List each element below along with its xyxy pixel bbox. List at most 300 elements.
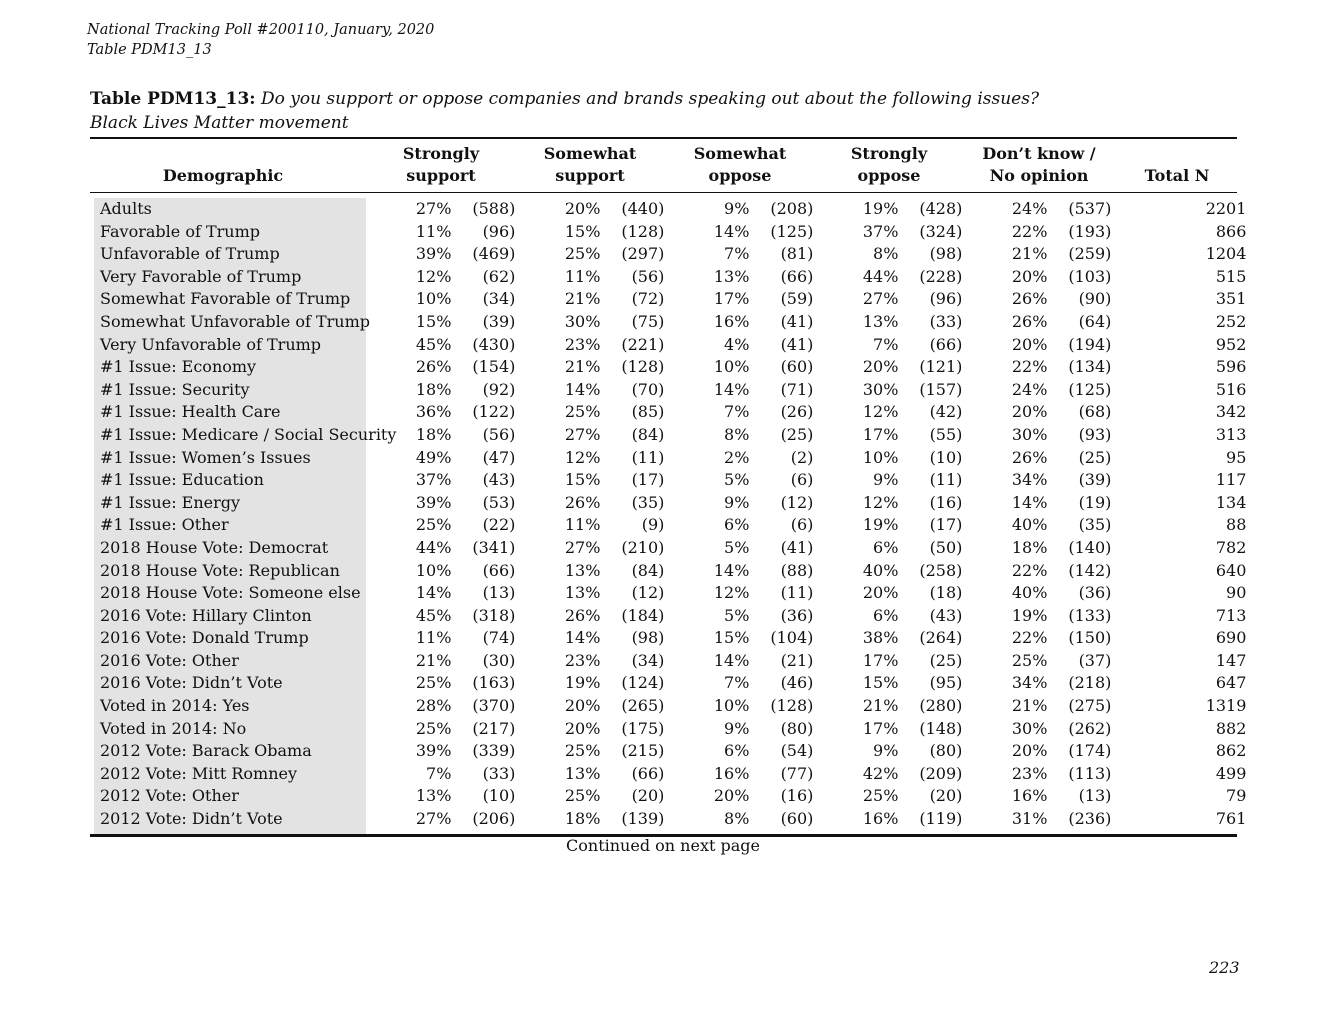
cell-somewhat-support-pct: 20%	[564, 199, 601, 218]
cell-strongly-oppose-n: (258)	[919, 560, 963, 580]
cell-somewhat-oppose-n: (66)	[780, 266, 814, 286]
cell-dont-know-n: (103)	[1068, 266, 1112, 286]
cell-strongly-oppose-pct: 10%	[862, 447, 899, 467]
cell-somewhat-support-pct: 21%	[564, 289, 601, 309]
cell-strongly-support-pct: 25%	[415, 718, 452, 738]
cell-somewhat-oppose-n: (125)	[770, 221, 814, 241]
cell-strongly-oppose-n: (228)	[919, 266, 963, 286]
cell-strongly-support-pct: 27%	[415, 199, 452, 218]
cell-somewhat-support-pct: 25%	[564, 786, 601, 806]
cell-strongly-oppose-n: (148)	[919, 718, 963, 738]
cell-strongly-support-n: (22)	[482, 515, 516, 535]
cell-somewhat-support-n: (11)	[631, 447, 665, 467]
table-row	[90, 311, 1246, 334]
table-row	[90, 627, 1246, 650]
cell-strongly-support-n: (206)	[472, 809, 516, 829]
cell-demographic: #1 Issue: Health Care	[100, 402, 281, 422]
table-row	[90, 582, 1246, 605]
cell-dont-know-pct: 26%	[1011, 289, 1048, 309]
continued-note: Continued on next page	[566, 836, 760, 855]
cell-dont-know-pct: 22%	[1011, 628, 1048, 648]
cell-somewhat-oppose-n: (6)	[790, 470, 814, 490]
cell-dont-know-pct: 20%	[1011, 334, 1048, 354]
cell-dont-know-pct: 40%	[1011, 515, 1048, 535]
cell-dont-know-n: (125)	[1068, 379, 1112, 399]
col-header-strongly-support	[381, 143, 501, 187]
cell-total-n: 2201	[1205, 199, 1247, 218]
cell-dont-know-n: (90)	[1078, 289, 1112, 309]
page-number: 223	[1209, 958, 1240, 977]
table-title	[90, 89, 1039, 109]
col-header-strongly-oppose	[829, 143, 949, 187]
cell-strongly-oppose-pct: 44%	[862, 266, 899, 286]
cell-demographic: 2016 Vote: Other	[100, 650, 239, 670]
cell-somewhat-oppose-n: (60)	[780, 357, 814, 377]
cell-demographic: Voted in 2014: Yes	[100, 696, 250, 716]
cell-somewhat-oppose-pct: 13%	[713, 266, 750, 286]
cell-somewhat-oppose-pct: 14%	[713, 379, 750, 399]
cell-strongly-oppose-pct: 37%	[862, 221, 899, 241]
cell-dont-know-n: (113)	[1068, 763, 1112, 783]
col-header-dont-know-line1: Don’t know /	[982, 144, 1096, 163]
cell-somewhat-oppose-pct: 5%	[724, 470, 750, 490]
cell-strongly-oppose-pct: 7%	[873, 334, 899, 354]
col-header-somewhat-support-line2: support	[555, 166, 625, 185]
cell-strongly-support-pct: 27%	[415, 809, 452, 829]
cell-demographic: #1 Issue: Security	[100, 379, 250, 399]
cell-somewhat-support-pct: 27%	[564, 424, 601, 444]
cell-total-n: 1319	[1205, 696, 1247, 716]
cell-dont-know-pct: 23%	[1011, 763, 1048, 783]
cell-strongly-oppose-n: (17)	[929, 515, 963, 535]
cell-strongly-oppose-pct: 6%	[873, 605, 899, 625]
cell-total-n: 90	[1226, 583, 1247, 603]
cell-dont-know-pct: 20%	[1011, 266, 1048, 286]
cell-strongly-oppose-n: (264)	[919, 628, 963, 648]
cell-dont-know-pct: 26%	[1011, 447, 1048, 467]
cell-strongly-oppose-n: (98)	[929, 244, 963, 264]
cell-total-n: 88	[1226, 515, 1247, 535]
cell-strongly-support-pct: 7%	[426, 763, 452, 783]
table-row	[90, 334, 1246, 357]
cell-strongly-oppose-pct: 20%	[862, 583, 899, 603]
cell-strongly-oppose-pct: 12%	[862, 402, 899, 422]
cell-strongly-support-pct: 39%	[415, 492, 452, 512]
cell-somewhat-support-pct: 14%	[564, 379, 601, 399]
col-header-demographic: Demographic	[162, 166, 284, 185]
cell-somewhat-oppose-pct: 14%	[713, 221, 750, 241]
cell-strongly-support-pct: 11%	[415, 221, 452, 241]
cell-somewhat-support-n: (215)	[621, 741, 665, 761]
cell-strongly-oppose-pct: 19%	[862, 199, 899, 218]
table-question: Do you support or oppose companies and brands speaking out about the following issues?	[260, 89, 1040, 109]
col-header-total-n: Total N	[1144, 166, 1210, 185]
cell-dont-know-n: (218)	[1068, 673, 1112, 693]
cell-strongly-oppose-pct: 25%	[862, 786, 899, 806]
cell-somewhat-oppose-pct: 10%	[713, 696, 750, 716]
cell-somewhat-oppose-n: (59)	[780, 289, 814, 309]
cell-somewhat-oppose-n: (6)	[790, 515, 814, 535]
cell-demographic: #1 Issue: Energy	[100, 492, 241, 512]
cell-dont-know-n: (133)	[1068, 605, 1112, 625]
cell-somewhat-support-pct: 20%	[564, 696, 601, 716]
cell-demographic: #1 Issue: Education	[100, 470, 264, 490]
cell-demographic: Voted in 2014: No	[100, 718, 247, 738]
cell-strongly-oppose-n: (96)	[929, 289, 963, 309]
cell-somewhat-oppose-pct: 6%	[724, 741, 750, 761]
table-row	[90, 288, 1246, 311]
cell-strongly-oppose-n: (10)	[929, 447, 963, 467]
cell-strongly-oppose-pct: 20%	[862, 357, 899, 377]
cell-somewhat-support-n: (85)	[631, 402, 665, 422]
table-row	[90, 198, 1246, 221]
col-header-strongly-oppose-line1: Strongly	[850, 144, 928, 163]
cell-total-n: 882	[1215, 718, 1247, 738]
cell-strongly-support-pct: 21%	[415, 650, 452, 670]
col-header-dont-know-line2: No opinion	[989, 166, 1089, 185]
cell-dont-know-n: (150)	[1068, 628, 1112, 648]
col-header-somewhat-oppose-line2: oppose	[708, 166, 772, 185]
cell-strongly-support-n: (39)	[482, 311, 516, 331]
cell-strongly-support-n: (33)	[482, 763, 516, 783]
cell-total-n: 782	[1215, 537, 1247, 557]
cell-somewhat-oppose-n: (2)	[790, 447, 814, 467]
cell-dont-know-pct: 31%	[1011, 809, 1048, 829]
crosstab-table	[90, 198, 1246, 831]
cell-somewhat-oppose-n: (21)	[780, 650, 814, 670]
cell-somewhat-oppose-n: (25)	[780, 424, 814, 444]
cell-strongly-support-pct: 10%	[415, 560, 452, 580]
cell-total-n: 313	[1215, 424, 1247, 444]
cell-strongly-oppose-pct: 17%	[862, 424, 899, 444]
cell-demographic: Very Unfavorable of Trump	[100, 334, 322, 354]
cell-strongly-oppose-n: (42)	[929, 402, 963, 422]
cell-somewhat-oppose-n: (81)	[780, 244, 814, 264]
cell-strongly-support-pct: 28%	[415, 696, 452, 716]
col-header-strongly-support-line2: support	[406, 166, 476, 185]
cell-somewhat-oppose-n: (36)	[780, 605, 814, 625]
cell-strongly-oppose-pct: 40%	[862, 560, 899, 580]
cell-strongly-support-n: (62)	[482, 266, 516, 286]
cell-somewhat-oppose-pct: 2%	[724, 447, 750, 467]
cell-dont-know-pct: 22%	[1011, 357, 1048, 377]
table-title-label: Table PDM13_13:	[90, 89, 256, 109]
cell-strongly-support-n: (122)	[472, 402, 516, 422]
cell-strongly-oppose-pct: 38%	[862, 628, 899, 648]
cell-strongly-oppose-pct: 27%	[862, 289, 899, 309]
cell-demographic: 2012 Vote: Mitt Romney	[100, 763, 298, 783]
table-subtitle: Black Lives Matter movement	[90, 113, 349, 133]
table-id-header: Table PDM13_13	[87, 42, 212, 58]
cell-dont-know-n: (236)	[1068, 809, 1112, 829]
col-header-strongly-support-line1: Strongly	[402, 144, 480, 163]
cell-demographic: Somewhat Unfavorable of Trump	[100, 311, 370, 331]
cell-demographic: 2018 House Vote: Democrat	[100, 537, 329, 557]
cell-strongly-support-pct: 39%	[415, 741, 452, 761]
cell-dont-know-n: (174)	[1068, 741, 1112, 761]
cell-strongly-support-n: (13)	[482, 583, 516, 603]
cell-somewhat-oppose-n: (80)	[780, 718, 814, 738]
cell-strongly-support-n: (469)	[472, 244, 516, 264]
cell-strongly-support-pct: 18%	[415, 379, 452, 399]
table-row	[90, 763, 1246, 786]
cell-total-n: 351	[1215, 289, 1247, 309]
cell-strongly-support-n: (96)	[482, 221, 516, 241]
cell-strongly-support-n: (43)	[482, 470, 516, 490]
table-row	[90, 808, 1246, 831]
cell-somewhat-oppose-n: (88)	[780, 560, 814, 580]
cell-somewhat-oppose-pct: 4%	[724, 334, 750, 354]
cell-dont-know-n: (93)	[1078, 424, 1112, 444]
cell-strongly-oppose-pct: 9%	[873, 470, 899, 490]
cell-dont-know-pct: 14%	[1011, 492, 1048, 512]
cell-somewhat-support-n: (210)	[621, 537, 665, 557]
cell-somewhat-oppose-pct: 8%	[724, 809, 750, 829]
cell-strongly-oppose-n: (209)	[919, 763, 963, 783]
cell-somewhat-support-n: (66)	[631, 763, 665, 783]
cell-demographic: #1 Issue: Economy	[100, 357, 257, 377]
cell-dont-know-pct: 30%	[1011, 424, 1048, 444]
cell-strongly-support-n: (30)	[482, 650, 516, 670]
cell-strongly-oppose-n: (80)	[929, 741, 963, 761]
cell-somewhat-support-pct: 26%	[564, 492, 601, 512]
cell-somewhat-support-n: (70)	[631, 379, 665, 399]
cell-strongly-support-n: (74)	[482, 628, 516, 648]
table-row	[90, 605, 1246, 628]
cell-somewhat-support-n: (35)	[631, 492, 665, 512]
cell-somewhat-support-pct: 26%	[564, 605, 601, 625]
cell-somewhat-support-n: (128)	[621, 221, 665, 241]
cell-strongly-support-n: (370)	[472, 696, 516, 716]
cell-total-n: 647	[1215, 673, 1247, 693]
cell-strongly-oppose-n: (119)	[919, 809, 963, 829]
cell-total-n: 252	[1215, 311, 1247, 331]
cell-total-n: 713	[1215, 605, 1247, 625]
cell-demographic: #1 Issue: Other	[100, 515, 229, 535]
cell-strongly-support-pct: 44%	[415, 537, 452, 557]
cell-somewhat-oppose-n: (41)	[780, 334, 814, 354]
cell-demographic: Very Favorable of Trump	[100, 266, 302, 286]
cell-somewhat-support-n: (128)	[621, 357, 665, 377]
cell-somewhat-support-pct: 20%	[564, 718, 601, 738]
cell-dont-know-pct: 20%	[1011, 741, 1048, 761]
cell-dont-know-pct: 24%	[1011, 379, 1048, 399]
cell-strongly-support-pct: 39%	[415, 244, 452, 264]
cell-strongly-oppose-n: (16)	[929, 492, 963, 512]
cell-somewhat-oppose-pct: 17%	[713, 289, 750, 309]
cell-strongly-support-pct: 18%	[415, 424, 452, 444]
table-row	[90, 424, 1246, 447]
cell-somewhat-oppose-pct: 9%	[724, 718, 750, 738]
table-row	[90, 718, 1246, 741]
table-row	[90, 401, 1246, 424]
cell-strongly-oppose-n: (25)	[929, 650, 963, 670]
table-row	[90, 537, 1246, 560]
cell-dont-know-n: (68)	[1078, 402, 1112, 422]
cell-somewhat-support-n: (75)	[631, 311, 665, 331]
cell-somewhat-support-n: (56)	[631, 266, 665, 286]
cell-strongly-oppose-pct: 17%	[862, 650, 899, 670]
cell-strongly-support-pct: 14%	[415, 583, 452, 603]
cell-strongly-support-n: (318)	[472, 605, 516, 625]
cell-strongly-oppose-n: (33)	[929, 311, 963, 331]
cell-somewhat-oppose-n: (26)	[780, 402, 814, 422]
cell-somewhat-support-pct: 30%	[564, 311, 601, 331]
table-row	[90, 469, 1246, 492]
cell-dont-know-pct: 21%	[1011, 696, 1048, 716]
cell-strongly-support-n: (341)	[472, 537, 516, 557]
cell-somewhat-support-n: (297)	[621, 244, 665, 264]
cell-somewhat-oppose-pct: 7%	[724, 244, 750, 264]
cell-somewhat-support-pct: 13%	[564, 583, 601, 603]
cell-dont-know-pct: 16%	[1011, 786, 1048, 806]
cell-somewhat-support-pct: 14%	[564, 628, 601, 648]
cell-dont-know-pct: 26%	[1011, 311, 1048, 331]
cell-strongly-support-pct: 49%	[415, 447, 452, 467]
cell-total-n: 1204	[1205, 244, 1247, 264]
cell-strongly-oppose-n: (43)	[929, 605, 963, 625]
cell-strongly-support-pct: 10%	[415, 289, 452, 309]
cell-somewhat-support-pct: 12%	[564, 447, 601, 467]
cell-dont-know-n: (193)	[1068, 221, 1112, 241]
col-header-somewhat-oppose	[680, 143, 800, 187]
cell-dont-know-n: (275)	[1068, 696, 1112, 716]
cell-somewhat-support-n: (34)	[631, 650, 665, 670]
cell-dont-know-pct: 24%	[1011, 199, 1048, 218]
cell-strongly-oppose-pct: 30%	[862, 379, 899, 399]
cell-somewhat-support-pct: 15%	[564, 470, 601, 490]
poll-header: National Tracking Poll #200110, January, 2020	[87, 22, 435, 38]
cell-dont-know-n: (140)	[1068, 537, 1112, 557]
cell-strongly-support-n: (92)	[482, 379, 516, 399]
cell-total-n: 147	[1215, 650, 1247, 670]
cell-dont-know-n: (36)	[1078, 583, 1112, 603]
cell-strongly-support-pct: 45%	[415, 334, 452, 354]
cell-somewhat-support-n: (9)	[641, 515, 665, 535]
cell-demographic: Favorable of Trump	[100, 221, 261, 241]
cell-demographic: 2018 House Vote: Someone else	[100, 583, 361, 603]
cell-dont-know-n: (35)	[1078, 515, 1112, 535]
cell-total-n: 134	[1215, 492, 1247, 512]
cell-somewhat-support-pct: 19%	[564, 673, 601, 693]
cell-total-n: 79	[1226, 786, 1247, 806]
cell-somewhat-oppose-n: (41)	[780, 311, 814, 331]
cell-strongly-oppose-n: (50)	[929, 537, 963, 557]
cell-somewhat-support-n: (440)	[621, 199, 665, 218]
cell-dont-know-pct: 20%	[1011, 402, 1048, 422]
table-body	[90, 198, 1246, 831]
cell-somewhat-support-n: (20)	[631, 786, 665, 806]
cell-dont-know-pct: 40%	[1011, 583, 1048, 603]
cell-demographic: 2018 House Vote: Republican	[100, 560, 340, 580]
cell-somewhat-support-pct: 11%	[564, 515, 601, 535]
cell-somewhat-oppose-pct: 10%	[713, 357, 750, 377]
table-row	[90, 514, 1246, 537]
cell-somewhat-oppose-n: (77)	[780, 763, 814, 783]
cell-strongly-oppose-n: (280)	[919, 696, 963, 716]
table-row	[90, 695, 1246, 718]
cell-strongly-support-pct: 25%	[415, 515, 452, 535]
cell-somewhat-oppose-pct: 8%	[724, 424, 750, 444]
cell-somewhat-oppose-pct: 20%	[713, 786, 750, 806]
cell-strongly-oppose-n: (18)	[929, 583, 963, 603]
table-row	[90, 672, 1246, 695]
cell-dont-know-n: (39)	[1078, 470, 1112, 490]
header-rule	[90, 192, 1237, 193]
cell-somewhat-support-pct: 11%	[564, 266, 601, 286]
cell-somewhat-support-pct: 18%	[564, 809, 601, 829]
top-rule	[90, 137, 1237, 139]
cell-strongly-oppose-n: (121)	[919, 357, 963, 377]
cell-somewhat-support-n: (84)	[631, 560, 665, 580]
cell-dont-know-pct: 22%	[1011, 560, 1048, 580]
cell-somewhat-oppose-pct: 5%	[724, 605, 750, 625]
cell-strongly-support-n: (588)	[472, 199, 516, 218]
cell-demographic: Adults	[100, 199, 152, 218]
cell-dont-know-n: (19)	[1078, 492, 1112, 512]
cell-total-n: 761	[1215, 809, 1247, 829]
cell-dont-know-n: (37)	[1078, 650, 1112, 670]
cell-somewhat-oppose-pct: 16%	[713, 763, 750, 783]
cell-total-n: 952	[1215, 334, 1247, 354]
cell-dont-know-n: (194)	[1068, 334, 1112, 354]
cell-total-n: 690	[1215, 628, 1247, 648]
cell-somewhat-oppose-n: (46)	[780, 673, 814, 693]
cell-total-n: 342	[1215, 402, 1247, 422]
cell-dont-know-pct: 34%	[1011, 470, 1048, 490]
cell-strongly-oppose-pct: 8%	[873, 244, 899, 264]
table-row	[90, 447, 1246, 470]
cell-dont-know-n: (134)	[1068, 357, 1112, 377]
cell-strongly-oppose-pct: 17%	[862, 718, 899, 738]
cell-dont-know-pct: 22%	[1011, 221, 1048, 241]
cell-strongly-oppose-n: (428)	[919, 199, 963, 218]
cell-strongly-oppose-n: (20)	[929, 786, 963, 806]
cell-somewhat-support-n: (98)	[631, 628, 665, 648]
cell-strongly-oppose-pct: 16%	[862, 809, 899, 829]
table-row	[90, 266, 1246, 289]
cell-strongly-support-n: (56)	[482, 424, 516, 444]
cell-somewhat-support-n: (17)	[631, 470, 665, 490]
cell-strongly-oppose-pct: 21%	[862, 696, 899, 716]
cell-somewhat-support-n: (12)	[631, 583, 665, 603]
cell-somewhat-oppose-pct: 16%	[713, 311, 750, 331]
cell-demographic: 2012 Vote: Barack Obama	[100, 741, 312, 761]
cell-strongly-oppose-pct: 42%	[862, 763, 899, 783]
cell-demographic: 2016 Vote: Donald Trump	[100, 628, 309, 648]
cell-somewhat-support-pct: 13%	[564, 560, 601, 580]
cell-somewhat-oppose-pct: 15%	[713, 628, 750, 648]
cell-somewhat-oppose-pct: 6%	[724, 515, 750, 535]
col-header-strongly-oppose-line2: oppose	[857, 166, 921, 185]
cell-demographic: Somewhat Favorable of Trump	[100, 289, 351, 309]
cell-somewhat-support-pct: 27%	[564, 537, 601, 557]
cell-dont-know-n: (64)	[1078, 311, 1112, 331]
cell-dont-know-n: (537)	[1068, 199, 1112, 218]
col-header-somewhat-oppose-line1: Somewhat	[693, 144, 787, 163]
cell-strongly-support-n: (53)	[482, 492, 516, 512]
cell-somewhat-oppose-n: (54)	[780, 741, 814, 761]
cell-strongly-support-pct: 37%	[415, 470, 452, 490]
cell-somewhat-support-n: (175)	[621, 718, 665, 738]
cell-total-n: 515	[1215, 266, 1247, 286]
cell-strongly-support-n: (47)	[482, 447, 516, 467]
cell-total-n: 866	[1215, 221, 1247, 241]
cell-somewhat-support-n: (84)	[631, 424, 665, 444]
cell-somewhat-oppose-pct: 7%	[724, 673, 750, 693]
cell-dont-know-n: (142)	[1068, 560, 1112, 580]
cell-somewhat-oppose-n: (12)	[780, 492, 814, 512]
